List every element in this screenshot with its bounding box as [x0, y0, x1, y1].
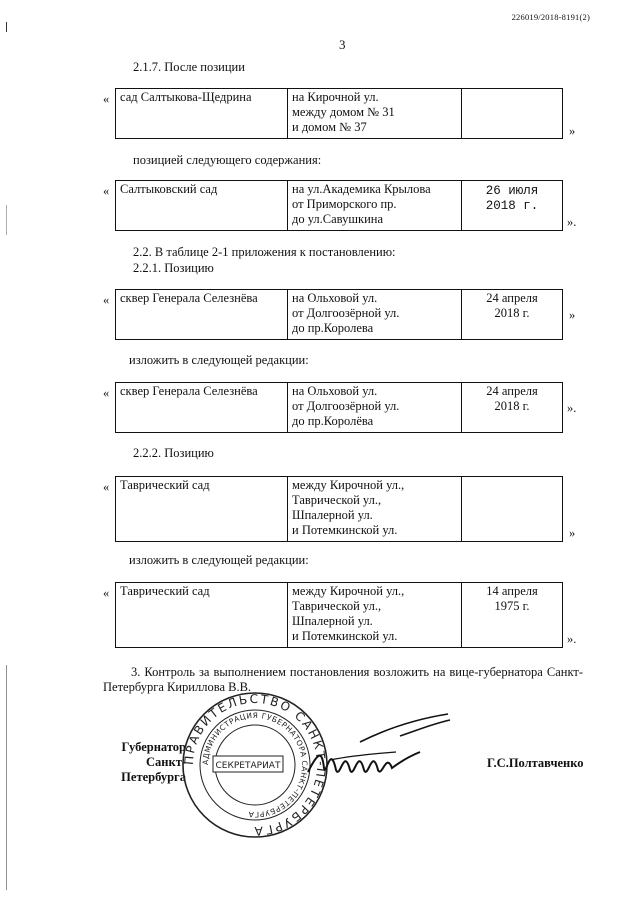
park-name: Таврический сад [116, 583, 288, 648]
park-address: на Ольховой ул. от Долгоозёрной ул. до пр.Королёва [288, 383, 462, 433]
position-table-3 [115, 289, 563, 340]
paragraph-2-1-7: 2.1.7. После позиции [133, 60, 245, 74]
park-date [462, 89, 563, 139]
paragraph-2-2: 2.2. В таблице 2-1 приложения к постановлению: [133, 245, 396, 259]
handwritten-signature [300, 712, 460, 792]
position-table-2 [115, 180, 563, 231]
park-name: Таврический сад [116, 477, 288, 542]
park-date [462, 477, 563, 542]
signatory-name: Г.С.Полтавченко [487, 756, 584, 770]
document-number: 226019/2018-8191(2) [511, 12, 590, 22]
paragraph-edit-1: изложить в следующей редакции: [129, 353, 309, 367]
quote-close: » [569, 308, 576, 322]
park-address: на Кирочной ул. между домом № 31 и домом № 37 [288, 89, 462, 139]
park-date: 24 апреля 2018 г. [462, 290, 563, 340]
paragraph-3: 3. Контроль за выполнением постановления возложить на вице-губернатора Санкт-Петербурга Кириллова В.В. [103, 665, 583, 694]
quote-open: « [103, 92, 110, 106]
quote-open: « [103, 586, 110, 600]
park-date: 24 апреля 2018 г. [462, 383, 563, 433]
park-address: между Кирочной ул., Таврической ул., Шпалерной ул. и Потемкинской ул. [288, 583, 462, 648]
seal-outer-text: ПРАВИТЕЛЬСТВО САНКТ-ПЕТЕРБУРГА [181, 691, 329, 839]
paragraph-following: позицией следующего содержания: [133, 153, 322, 167]
quote-open: « [103, 184, 110, 198]
park-name: сквер Генерала Селезнёва [116, 383, 288, 433]
scan-mark [6, 22, 7, 32]
page-number: 3 [339, 37, 346, 52]
quote-close: » [569, 526, 576, 540]
park-date: 14 апреля 1975 г. [462, 583, 563, 648]
scan-mark [6, 665, 7, 890]
quote-open: « [103, 480, 110, 494]
quote-close: » [569, 124, 576, 138]
park-address: на ул.Академика Крылова от Приморского пр. до ул.Савушкина [288, 181, 462, 231]
quote-close-dot: ». [567, 215, 577, 229]
paragraph-edit-2: изложить в следующей редакции: [129, 553, 309, 567]
park-name: Салтыковский сад [116, 181, 288, 231]
park-address: между Кирочной ул., Таврической ул., Шпалерной ул. и Потемкинской ул. [288, 477, 462, 542]
signatory-title: Губернатор Санкт-Петербурга [121, 740, 186, 784]
park-name: сад Салтыкова-Щедрина [116, 89, 288, 139]
quote-close-dot: ». [567, 401, 577, 415]
quote-open: « [103, 386, 110, 400]
park-address: на Ольховой ул. от Долгоозёрной ул. до пр.Королева [288, 290, 462, 340]
scan-mark [6, 205, 7, 235]
seal-center-text: СЕКРЕТАРИАТ [215, 761, 281, 771]
quote-close-dot: ». [567, 632, 577, 646]
position-table-5 [115, 476, 563, 542]
park-date-stamp: 26 июля 2018 г. [462, 181, 563, 231]
park-name: сквер Генерала Селезнёва [116, 290, 288, 340]
paragraph-2-2-2: 2.2.2. Позицию [133, 446, 214, 460]
quote-open: « [103, 293, 110, 307]
paragraph-2-2-1: 2.2.1. Позицию [133, 261, 214, 275]
seal-inner-text: АДМИНИСТРАЦИЯ ГУБЕРНАТОРА САНКТ-ПЕТЕРБУРГА [200, 710, 310, 820]
position-table-1 [115, 88, 563, 139]
position-table-4 [115, 382, 563, 433]
position-table-6 [115, 582, 563, 648]
